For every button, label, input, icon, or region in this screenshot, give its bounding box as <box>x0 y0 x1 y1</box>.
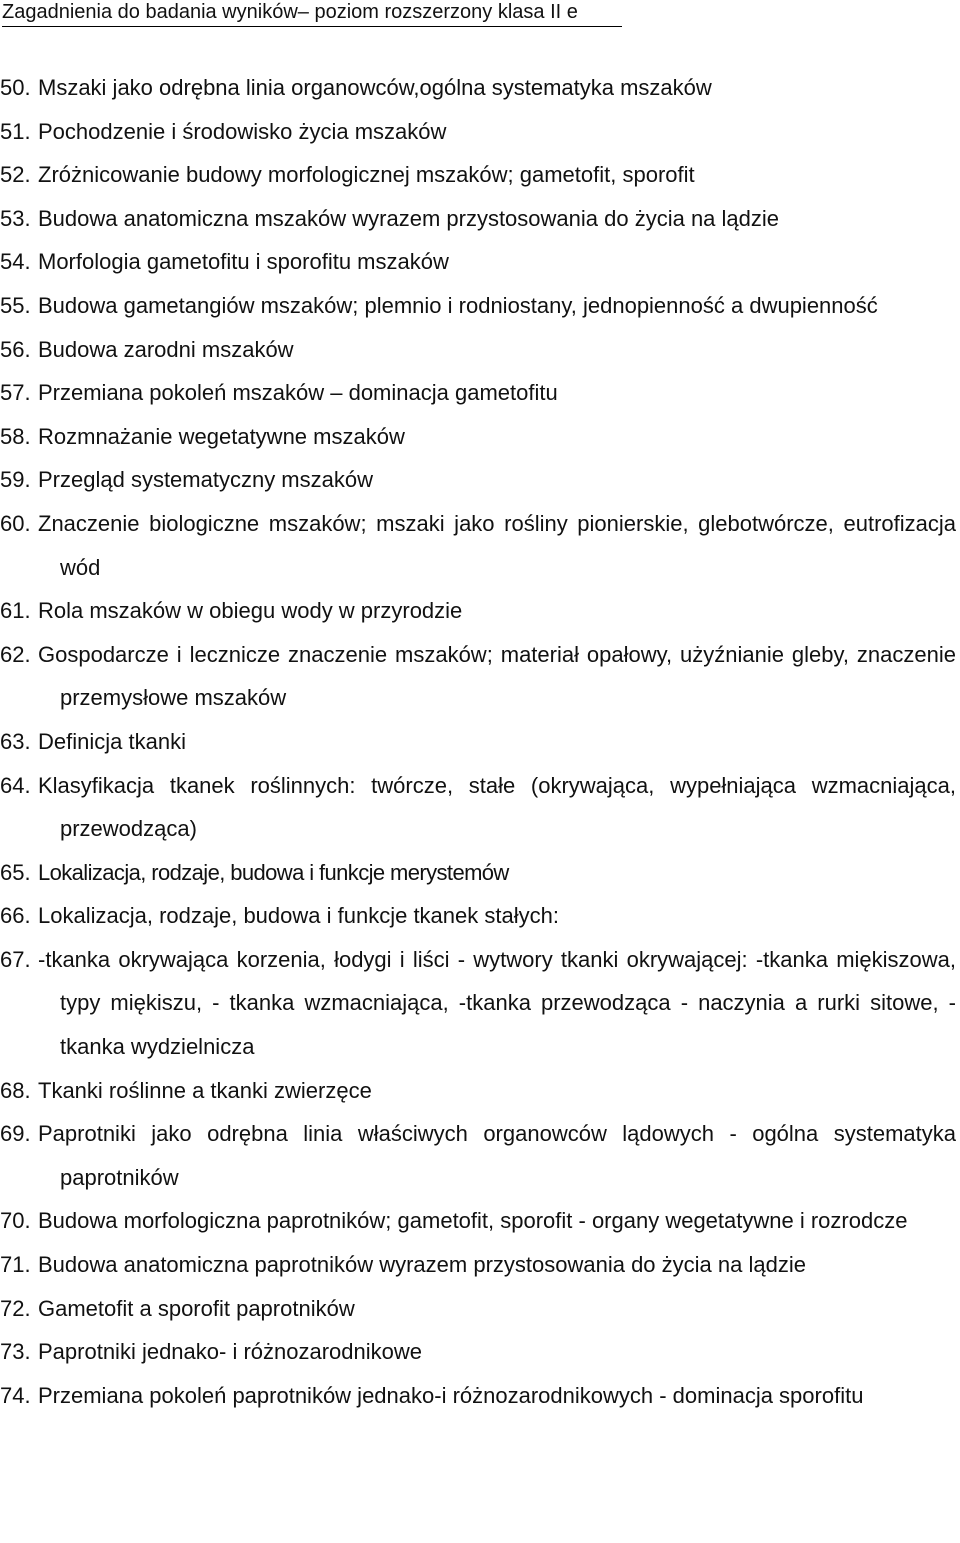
item-number: 66. <box>0 903 31 929</box>
item-number: 74. <box>0 1382 31 1408</box>
item-number: 67. <box>0 946 31 972</box>
list-item <box>0 1199 960 1243</box>
item-number: 63. <box>0 728 31 754</box>
item-number: 51. <box>0 118 31 144</box>
item-text: Budowa gametangiów mszaków; plemnio i rodniostany, jednopienność a dwupienność <box>38 292 878 318</box>
item-text: Przegląd systematyczny mszaków <box>38 467 373 493</box>
document-title: Zagadnienia do badania wyników– poziom rozszerzony klasa II e <box>2 1 578 23</box>
item-text: Klasyfikacja tkanek roślinnych: twórcze, stałe (okrywająca, wypełniająca wzmacniająca, przewodząca) <box>38 772 956 842</box>
list-item <box>0 153 960 197</box>
item-text: Budowa zarodni mszaków <box>38 336 294 362</box>
item-number: 53. <box>0 205 31 231</box>
item-text: -tkanka okrywająca korzenia, łodygi i liści - wytwory tkanki okrywającej: -tkanka miękiszowa, typy miękiszu, - tkanka wzmacniająca, -tkanka przewodząca - naczynia a rurki sitowe, - tkanka wydzielnicza <box>38 946 956 1060</box>
list-item <box>0 589 960 633</box>
item-text: Lokalizacja, rodzaje, budowa i funkcje tkanek stałych: <box>38 903 559 929</box>
list-item <box>0 502 960 589</box>
item-text: Paprotniki jednako- i różnozarodnikowe <box>38 1339 422 1365</box>
item-text: Tkanki roślinne a tkanki zwierzęce <box>38 1077 372 1103</box>
item-text: Morfologia gametofitu i sporofitu mszaków <box>38 249 449 275</box>
list-item <box>0 415 960 459</box>
item-number: 56. <box>0 336 31 362</box>
list-item <box>0 894 960 938</box>
item-number: 65. <box>0 859 31 885</box>
item-number: 55. <box>0 292 31 318</box>
item-number: 60. <box>0 510 31 536</box>
list-item <box>0 284 960 328</box>
item-number: 61. <box>0 598 31 624</box>
list-item <box>0 1330 960 1374</box>
item-text: Znaczenie biologiczne mszaków; mszaki jako rośliny pionierskie, glebotwórcze, eutrofizacja wód <box>38 510 956 580</box>
item-text: Rozmnażanie wegetatywne mszaków <box>38 423 405 449</box>
item-text: Mszaki jako odrębna linia organowców,ogólna systematyka mszaków <box>38 75 712 100</box>
list-item <box>0 633 960 720</box>
list-item <box>0 66 960 110</box>
list-item <box>0 1374 960 1418</box>
topic-list <box>0 66 960 1417</box>
list-item <box>0 1243 960 1287</box>
item-text: Przemiana pokoleń paprotników jednako-i różnozarodnikowych - dominacja sporofitu <box>38 1382 864 1408</box>
item-number: 72. <box>0 1295 31 1321</box>
item-number: 73. <box>0 1339 31 1365</box>
item-number: 70. <box>0 1208 31 1234</box>
list-item <box>0 764 960 851</box>
list-item <box>0 197 960 241</box>
item-number: 52. <box>0 162 31 188</box>
item-text: Budowa morfologiczna paprotników; gametofit, sporofit - organy wegetatywne i rozrodcze <box>38 1208 908 1234</box>
page-header <box>2 0 622 27</box>
item-text: Rola mszaków w obiegu wody w przyrodzie <box>38 598 463 624</box>
item-number: 54. <box>0 249 31 275</box>
item-text: Budowa anatomiczna paprotników wyrazem przystosowania do życia na lądzie <box>38 1252 806 1278</box>
list-item <box>0 371 960 415</box>
list-item <box>0 110 960 154</box>
list-item <box>0 1112 960 1199</box>
list-item <box>0 240 960 284</box>
list-item <box>0 720 960 764</box>
item-text: Lokalizacja, rodzaje, budowa i funkcje merystemów <box>38 859 509 885</box>
item-text: Gospodarcze i lecznicze znaczenie mszaków; materiał opałowy, użyźnianie gleby, znaczenie przemysłowe mszaków <box>38 641 956 711</box>
list-item <box>0 1069 960 1113</box>
item-number: 64. <box>0 772 31 798</box>
list-item <box>0 938 960 1069</box>
item-text: Paprotniki jako odrębna linia właściwych organowców lądowych - ogólna systematyka paprotników <box>38 1121 956 1190</box>
list-item <box>0 1287 960 1331</box>
item-text: Zróżnicowanie budowy morfologicznej mszaków; gametofit, sporofit <box>38 162 695 188</box>
item-number: 59. <box>0 467 31 493</box>
item-number: 71. <box>0 1252 31 1278</box>
item-number: 57. <box>0 380 31 406</box>
item-number: 68. <box>0 1077 31 1103</box>
item-text: Gametofit a sporofit paprotników <box>38 1295 355 1321</box>
item-number: 58. <box>0 423 31 449</box>
list-item <box>0 851 960 895</box>
item-text: Pochodzenie i środowisko życia mszaków <box>38 118 447 144</box>
list-item <box>0 458 960 502</box>
list-item <box>0 328 960 372</box>
item-text: Budowa anatomiczna mszaków wyrazem przystosowania do życia na lądzie <box>38 205 780 231</box>
item-number: 69. <box>0 1121 31 1147</box>
item-text: Definicja tkanki <box>38 728 186 754</box>
item-number: 50. <box>0 75 31 100</box>
item-text: Przemiana pokoleń mszaków – dominacja gametofitu <box>38 380 558 406</box>
item-number: 62. <box>0 641 31 667</box>
